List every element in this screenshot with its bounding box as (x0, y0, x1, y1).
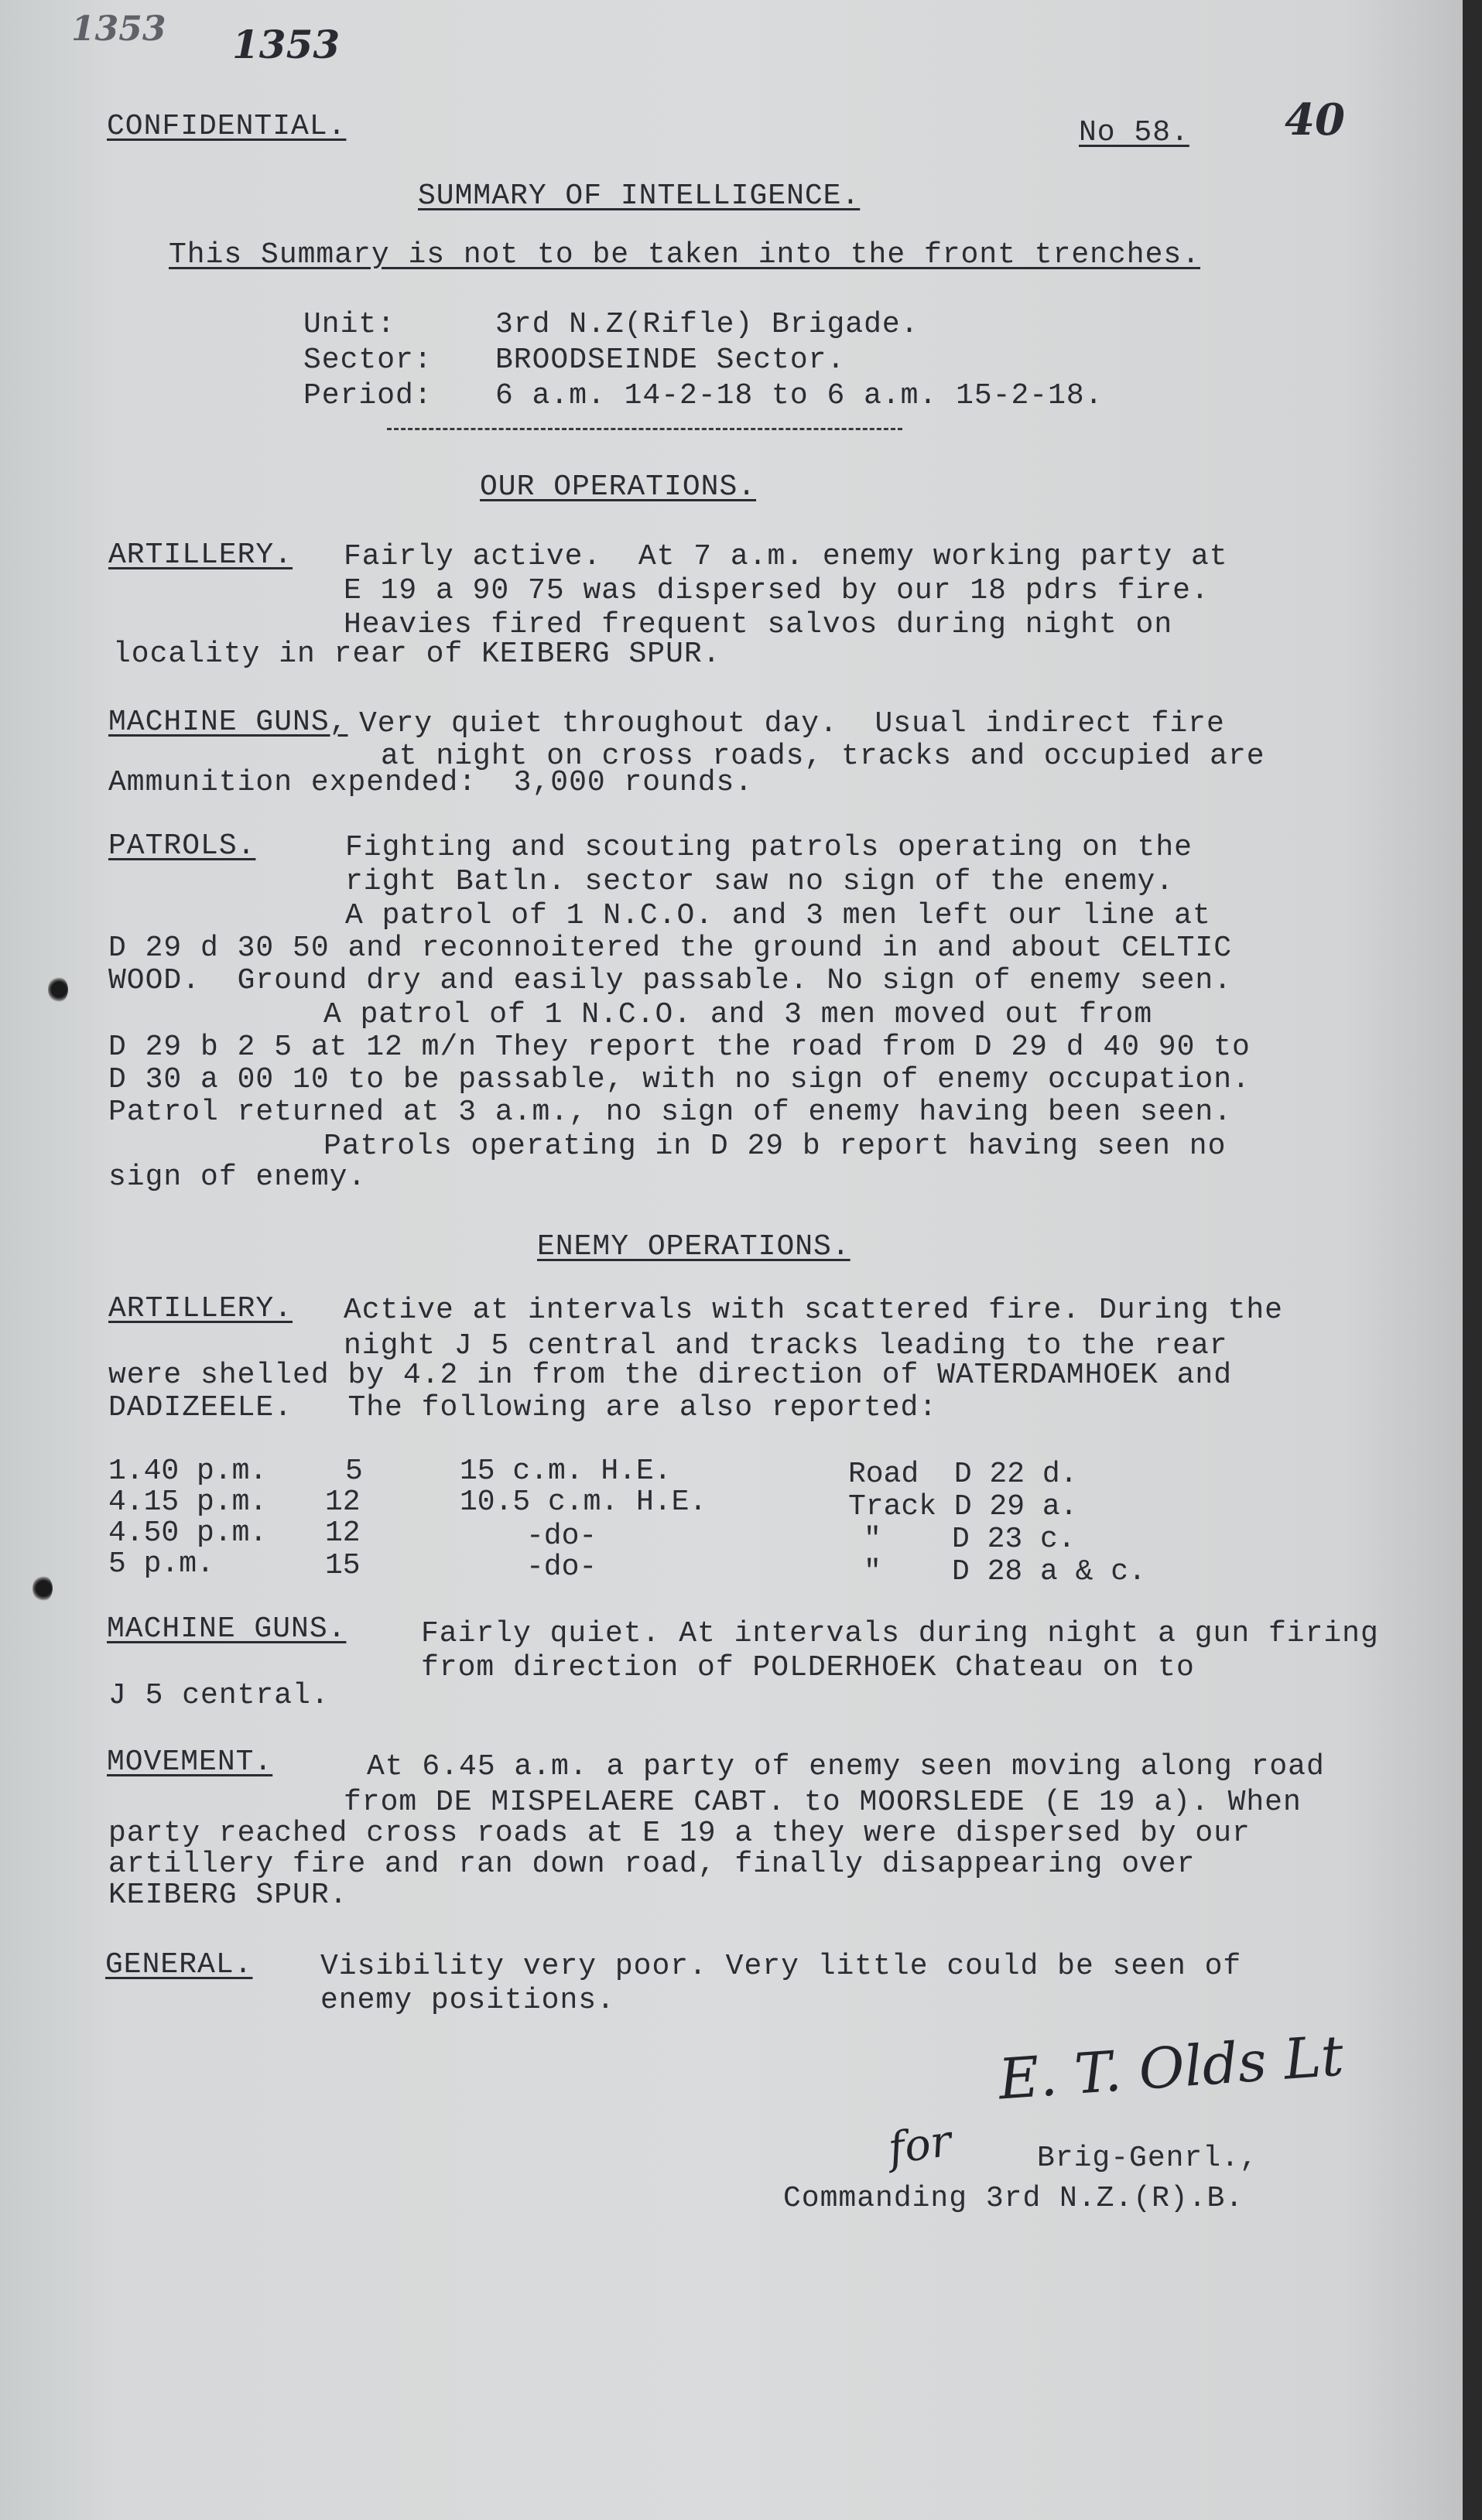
our-operations-heading: OUR OPERATIONS. (480, 470, 757, 504)
shell-target: Road D 22 d. (848, 1458, 1078, 1491)
signature-for: for (885, 2115, 955, 2175)
patrols-line-5: WOOD. Ground dry and easily passable. No sign of enemy seen. (108, 964, 1233, 997)
patrols-line-3: A patrol of 1 N.C.O. and 3 men left our line at (345, 899, 1211, 932)
archive-number: 1353 (232, 22, 341, 67)
patrols-line-4: D 29 d 30 50 and reconnoitered the ground in and about CELTIC (108, 932, 1233, 965)
enemy-machine-guns-label: MACHINE GUNS. (107, 1612, 347, 1646)
patrols-line-1: Fighting and scouting patrols operating on the (345, 831, 1193, 864)
patrols-line-11: sign of enemy. (108, 1161, 367, 1194)
signatory-command: Commanding 3rd N.Z.(R).B. (783, 2182, 1244, 2215)
enemy-artillery-line-1: Active at intervals with scattered fire. During the (344, 1294, 1283, 1327)
patrols-line-8: D 30 a 00 10 to be passable, with no sign of enemy occupation. (108, 1063, 1251, 1096)
enemy-machine-guns-line-1: Fairly quiet. At intervals during night a gun firing (421, 1617, 1379, 1650)
shell-time: 5 p.m. (108, 1547, 214, 1581)
enemy-artillery-line-2: night J 5 central and tracks leading to the rear (344, 1329, 1228, 1363)
punch-hole-lower (33, 1575, 53, 1602)
shell-time: 4.50 p.m. (108, 1516, 268, 1550)
general-line-2: enemy positions. (320, 1984, 615, 2017)
shell-calibre: -do- (526, 1520, 597, 1553)
movement-line-1: At 6.45 a.m. a party of enemy seen moving along road (367, 1750, 1325, 1783)
movement-label: MOVEMENT. (107, 1746, 273, 1779)
summary-number: No 58. (1079, 116, 1189, 149)
our-machine-guns-label: MACHINE GUNS, (108, 706, 348, 739)
shell-rounds: 5 (345, 1455, 363, 1488)
archive-number-overwritten: 1353 (71, 9, 166, 49)
general-label: GENERAL. (105, 1948, 253, 1981)
our-machine-guns-line-1: Very quiet throughout day. Usual indirect fire (359, 707, 1225, 740)
separator-line (387, 428, 902, 430)
punch-hole-upper (48, 976, 68, 1003)
enemy-artillery-line-3: were shelled by 4.2 in from the direction of WATERDAMHOEK and (108, 1359, 1233, 1392)
shell-target: " D 23 c. (864, 1523, 1076, 1556)
period-value: 6 a.m. 14-2-18 to 6 a.m. 15-2-18. (495, 379, 1104, 412)
our-patrols-label: PATROLS. (108, 829, 256, 863)
shell-rounds: 12 (325, 1516, 361, 1550)
our-artillery-line-3: Heavies fired frequent salvos during night on (344, 608, 1173, 641)
shell-target: Track D 29 a. (848, 1490, 1078, 1523)
shell-rounds: 12 (325, 1486, 361, 1519)
movement-line-3: party reached cross roads at E 19 a they were dispersed by our (108, 1817, 1251, 1850)
shell-time: 1.40 p.m. (108, 1455, 268, 1488)
patrols-line-2: right Batln. sector saw no sign of the enemy. (345, 865, 1175, 898)
unit-label: Unit: (303, 308, 396, 341)
our-artillery-label: ARTILLERY. (108, 539, 293, 572)
patrols-line-10: Patrols operating in D 29 b report having seen no (323, 1130, 1227, 1163)
movement-line-4: artillery fire and ran down road, finally disappearing over (108, 1848, 1196, 1881)
enemy-operations-heading: ENEMY OPERATIONS. (537, 1230, 851, 1263)
patrols-line-7: D 29 b 2 5 at 12 m/n They report the road from D 29 d 40 90 to (108, 1031, 1251, 1064)
enemy-artillery-label: ARTILLERY. (108, 1292, 293, 1325)
enemy-machine-guns-line-3: J 5 central. (108, 1679, 330, 1712)
patrols-line-9: Patrol returned at 3 a.m., no sign of enemy having been seen. (108, 1096, 1233, 1129)
classification: CONFIDENTIAL. (107, 110, 347, 143)
our-machine-guns-line-3: Ammunition expended: 3,000 rounds. (108, 766, 754, 799)
our-machine-guns-line-2: at night on cross roads, tracks and occupied are (381, 740, 1265, 773)
distribution-notice: This Summary is not to be taken into the front trenches. (169, 238, 1201, 272)
patrols-line-6: A patrol of 1 N.C.O. and 3 men moved out from (323, 998, 1153, 1031)
handwritten-signature: E. T. Olds Lt (996, 2022, 1346, 2112)
shell-target: " D 28 a & c. (864, 1555, 1146, 1588)
page-number: 40 (1285, 94, 1345, 145)
movement-line-2: from DE MISPELAERE CABT. to MOORSLEDE (E 19 a). When (344, 1786, 1302, 1819)
enemy-machine-guns-line-2: from direction of POLDERHOEK Chateau on to (421, 1651, 1195, 1684)
enemy-artillery-line-4: DADIZEELE. The following are also reported: (108, 1391, 938, 1424)
document-title: SUMMARY OF INTELLIGENCE. (418, 180, 861, 213)
general-line-1: Visibility very poor. Very little could be seen of (320, 1950, 1242, 1983)
our-artillery-line-2: E 19 a 90 75 was dispersed by our 18 pdrs fire. (344, 574, 1210, 607)
our-artillery-line-4: locality in rear of KEIBERG SPUR. (113, 638, 721, 671)
shell-calibre: 15 c.m. H.E. (460, 1455, 672, 1488)
shell-calibre: -do- (526, 1551, 597, 1584)
movement-line-5: KEIBERG SPUR. (108, 1879, 348, 1912)
unit-value: 3rd N.Z(Rifle) Brigade. (495, 308, 919, 341)
sector-label: Sector: (303, 344, 433, 377)
signatory-title: Brig-Genrl., (1037, 2142, 1258, 2175)
sector-value: BROODSEINDE Sector. (495, 344, 846, 377)
shell-rounds: 15 (325, 1549, 361, 1582)
period-label: Period: (303, 379, 433, 412)
our-artillery-line-1: Fairly active. At 7 a.m. enemy working party at (344, 540, 1228, 573)
shell-calibre: 10.5 c.m. H.E. (460, 1486, 707, 1519)
shell-time: 4.15 p.m. (108, 1486, 268, 1519)
